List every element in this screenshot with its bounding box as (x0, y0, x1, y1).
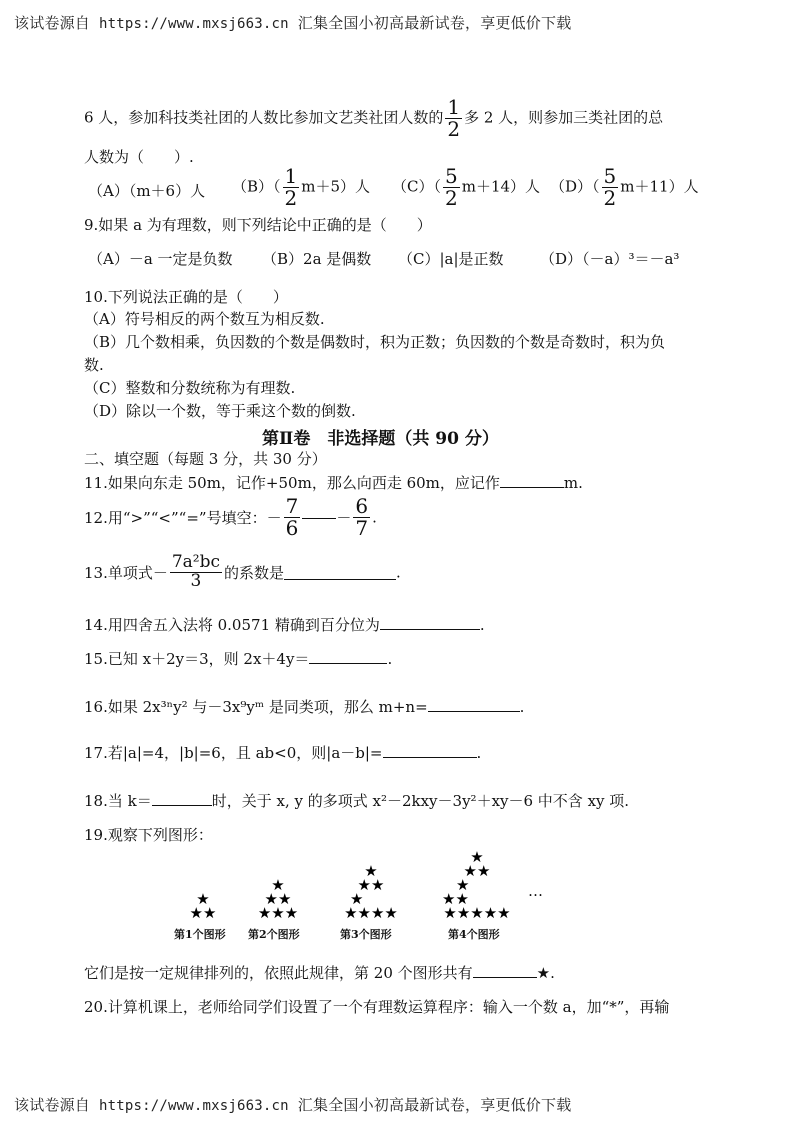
q10-option-b-line2: 数. (84, 356, 104, 374)
footer-slogan: 汇集全国小初高最新试卷，享更低价下载 (297, 1096, 572, 1114)
q9-option-d: （D）（－a）³＝－a³ (540, 250, 680, 268)
q8-option-c: （C）（ $\frac{5}{2}$ m＋14）人 (392, 164, 541, 210)
figure-ellipsis: … (528, 882, 543, 900)
figure-4-stars: ★ ★★ ★ ★★ ★★★★★ (442, 848, 511, 922)
q9-option-a: （A）－a 一定是负数 (88, 250, 233, 268)
q10-option-b-line1: （B）几个数相乘，负因数的个数是偶数时，积为正数；负因数的个数是奇数时，积为负 (84, 333, 666, 351)
figure-2-caption: 第2个图形 (248, 928, 300, 941)
q18-answer-blank[interactable] (152, 791, 212, 806)
part2-title: 第Ⅱ卷 非选择题（共 90 分） (262, 429, 499, 449)
section-fill-in: 二、填空题（每题 3 分，共 30 分） (84, 450, 327, 468)
figure-1-stars: ★ ★★ (189, 890, 217, 922)
q18: 18.当 k＝ 时，关于 x, y 的多项式 x²－2kxy－3y²＋xy－6 中不含 xy 项. (84, 792, 630, 810)
q16-answer-blank[interactable] (428, 697, 520, 712)
page-header (14, 12, 571, 33)
q8-line1 (84, 97, 663, 140)
q8-line2: 人数为（ ）. (84, 148, 194, 166)
q8-line1-a: 6 人，参加科技类社团的人数比参加文艺类社团人数的 (84, 108, 444, 127)
q17: 17.若|a|=4，|b|=6，且 ab<0，则|a－b|= . (84, 744, 482, 762)
q11-answer-blank[interactable] (500, 473, 564, 488)
q11: 11.如果向东走 50m，记作+50m，那么向西走 60m，应记作 m. (84, 474, 583, 492)
q19-conclusion: 它们是按一定规律排列的，依照此规律，第 20 个图形共有 ★. (84, 964, 555, 982)
q12-answer-blank[interactable] (302, 517, 336, 519)
q16: 16.如果 2x³ⁿy² 与－3x⁹yᵐ 是同类项，那么 m+n= . (84, 698, 525, 716)
figure-3-caption: 第3个图形 (340, 928, 392, 941)
q12-fraction-2: $\frac{6}{7}$ (355, 494, 369, 540)
q13-fraction: $\frac{\text{7a²bc}}{3}$ (171, 552, 221, 591)
q8-option-b: （B）（ $\frac{1}{2}$ m＋5）人 (232, 164, 371, 210)
header-source: 该试卷源自 (14, 14, 91, 32)
q10-stem: 10.下列说法正确的是（ ） (84, 288, 288, 306)
q9-stem: 9.如果 a 为有理数，则下列结论中正确的是（ ） (84, 216, 432, 234)
q8-line1-b: 多 2 人，则参加三类社团的总 (464, 108, 664, 127)
q20-stem: 20.计算机课上，老师给同学们设置了一个有理数运算程序：输入一个数 a，加“*”，再输 (84, 998, 670, 1016)
q12-fraction-1: $\frac{7}{6}$ (285, 494, 299, 540)
q8-fraction-half: $\frac{1}{2}$ (447, 95, 461, 141)
q8-option-d: （D）（ $\frac{5}{2}$ m＋11）人 (550, 164, 699, 210)
q9-option-c: （C）|a|是正数 (398, 250, 504, 268)
q19-answer-blank[interactable] (473, 963, 537, 978)
figure-4-caption: 第4个图形 (448, 928, 500, 941)
figure-2-stars: ★ ★★ ★★★ (257, 876, 299, 922)
header-url[interactable]: https://www.mxsj663.cn (98, 16, 289, 32)
q15: 15.已知 x＋2y＝3，则 2x＋4y＝ . (84, 650, 393, 668)
figure-3-stars: ★ ★★ ★ ★★★★ (344, 862, 398, 922)
q14: 14.用四舍五入法将 0.0571 精确到百分位为 . (84, 616, 485, 634)
figure-1-caption: 第1个图形 (174, 928, 226, 941)
page-footer (14, 1094, 571, 1115)
q8-option-a: （A）（m＋6）人 (88, 182, 206, 200)
q14-answer-blank[interactable] (380, 615, 480, 630)
q13-answer-blank[interactable] (284, 565, 396, 580)
q15-answer-blank[interactable] (309, 649, 387, 664)
footer-url[interactable]: https://www.mxsj663.cn (98, 1098, 289, 1114)
footer-source: 该试卷源自 (14, 1096, 91, 1114)
q13: 13.单项式－ $\frac{\text{7a²bc}}{3}$ 的系数是 . (84, 552, 401, 591)
q10-option-c: （C）整数和分数统称为有理数. (84, 379, 296, 397)
q17-answer-blank[interactable] (383, 743, 477, 758)
header-slogan: 汇集全国小初高最新试卷，享更低价下载 (297, 14, 572, 32)
q10-option-a: （A）符号相反的两个数互为相反数. (84, 310, 325, 328)
q19-stem: 19.观察下列图形： (84, 826, 213, 844)
q12: 12.用“>”“<”“=”号填空：－ $\frac{7}{6}$ － $\frac{6}{7}$ . (84, 494, 377, 540)
q9-option-b: （B）2a 是偶数 (262, 250, 372, 268)
q10-option-d: （D）除以一个数，等于乘这个数的倒数. (84, 402, 356, 420)
